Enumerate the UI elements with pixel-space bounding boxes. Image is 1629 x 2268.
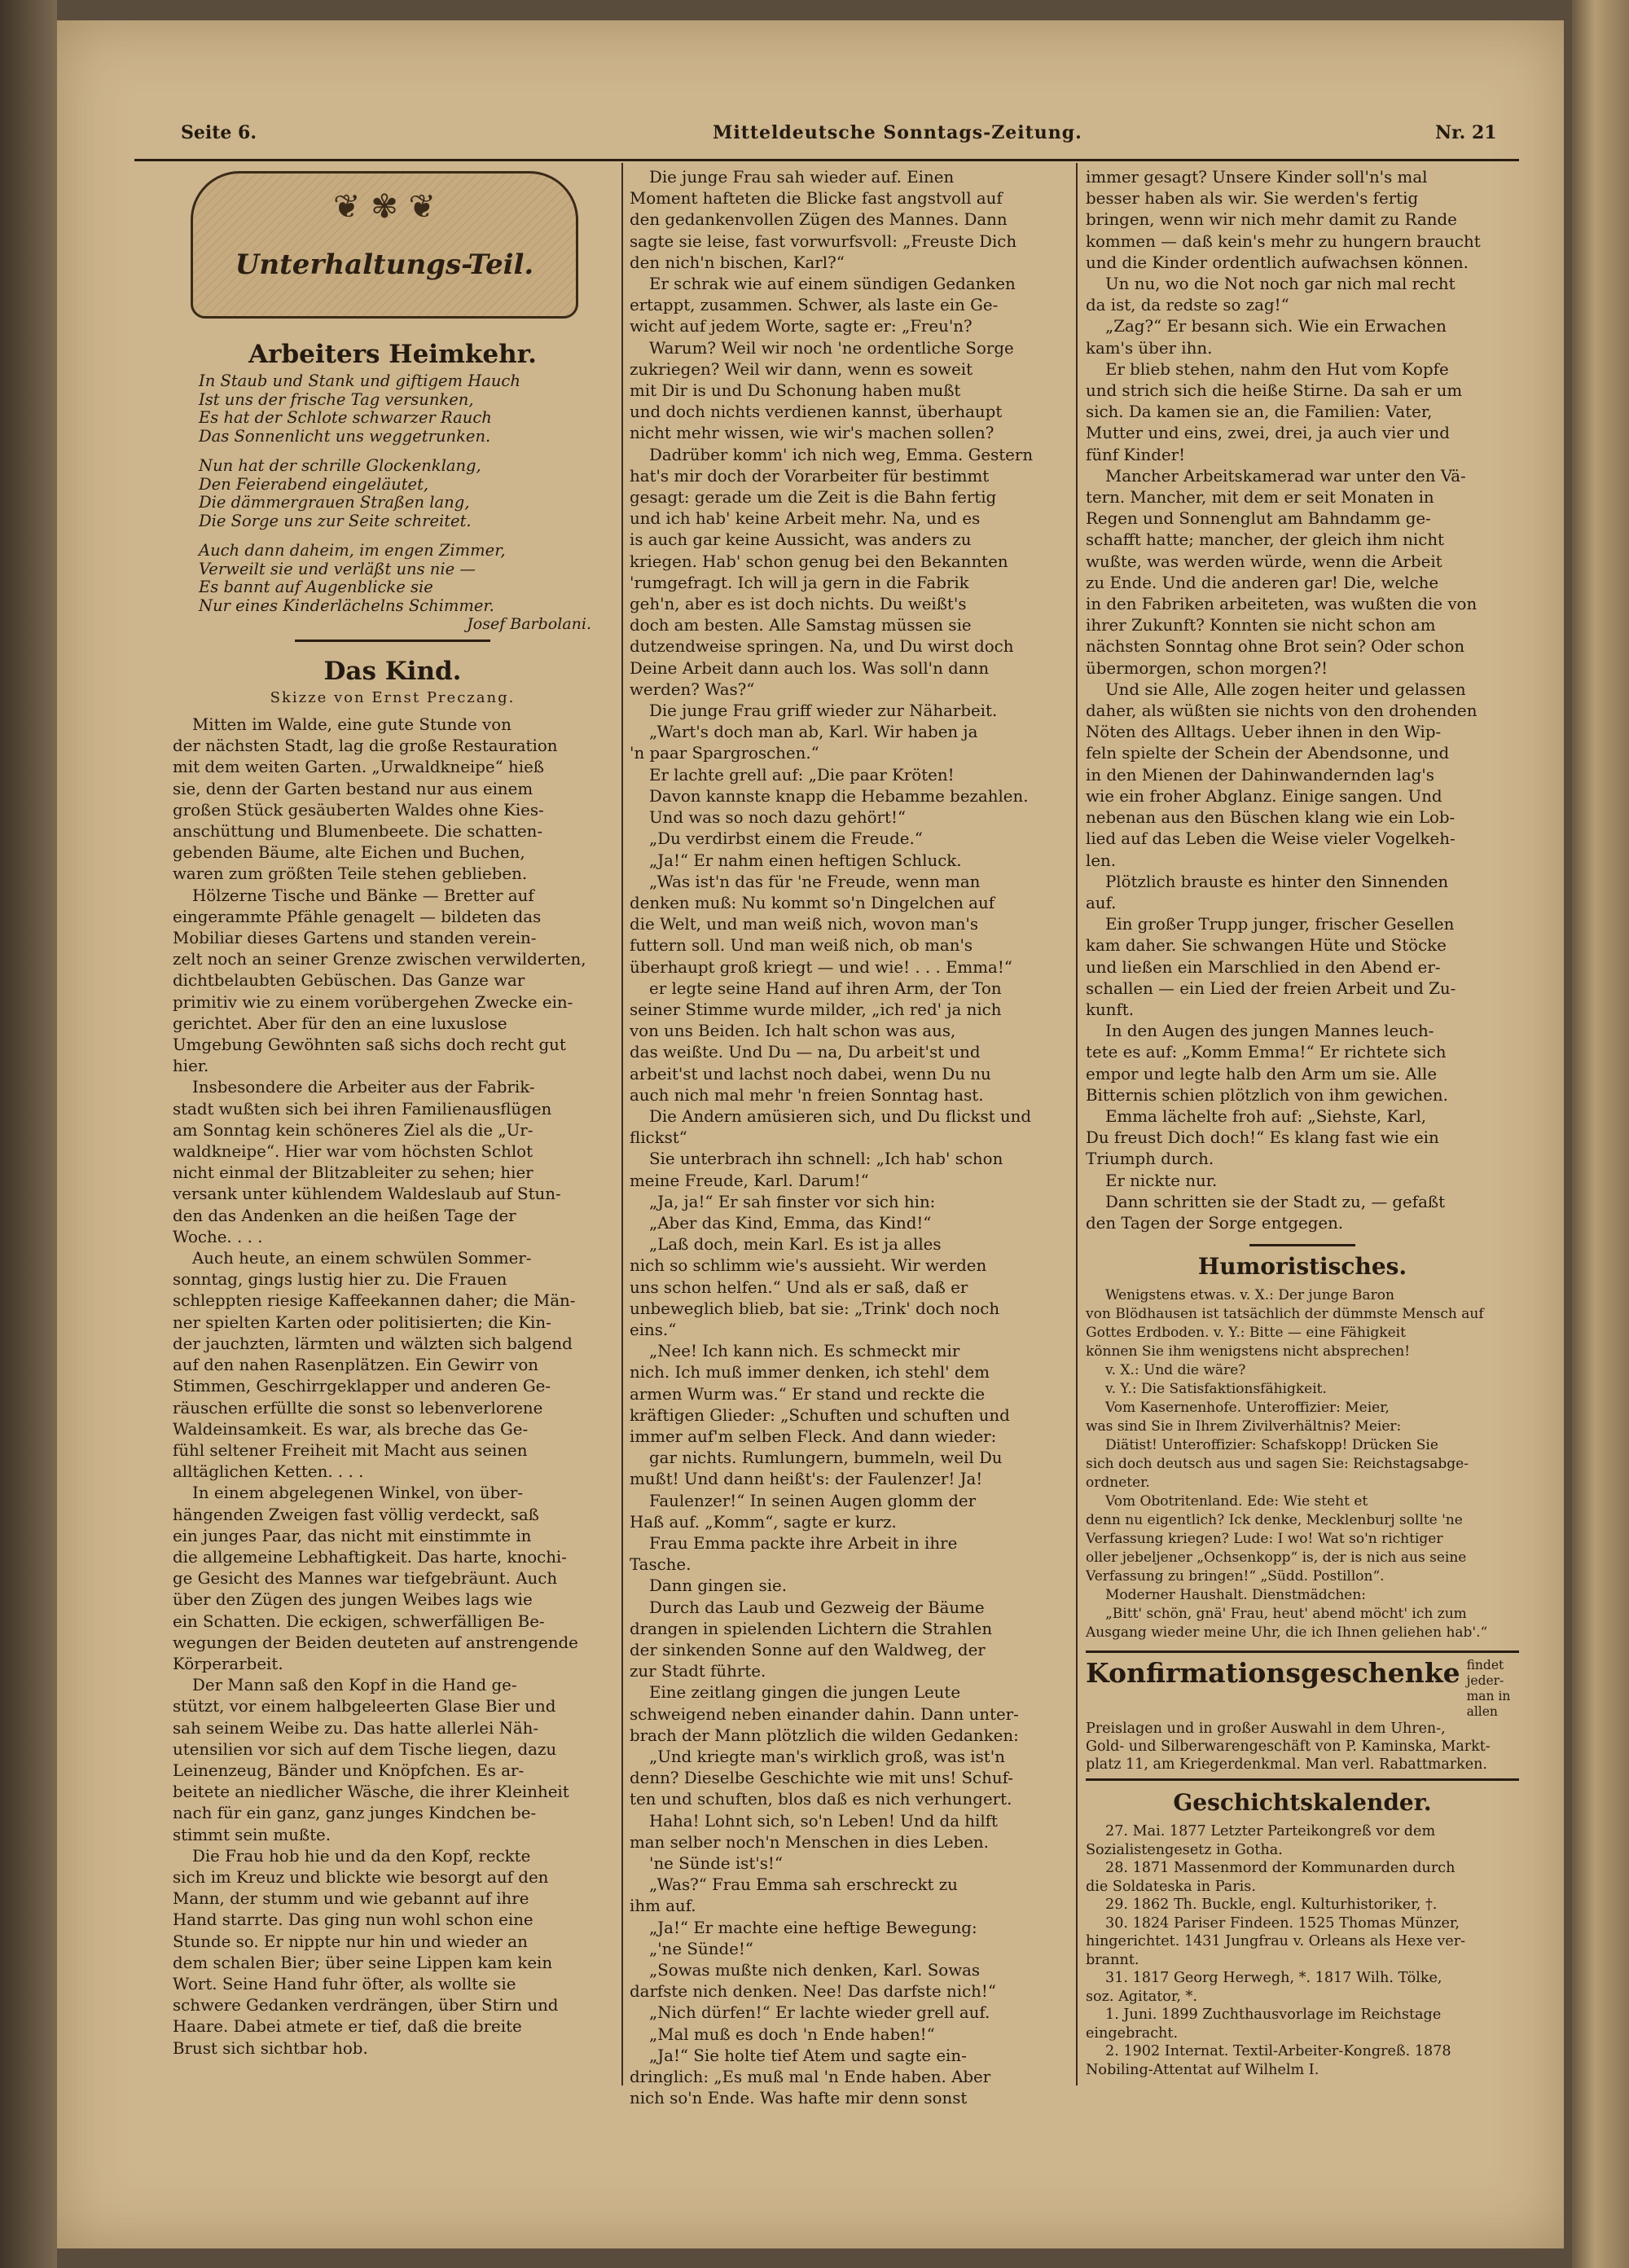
text-line: zu Ende. Und die anderen gar! Die, welche	[1086, 573, 1439, 592]
text-line: „Und kriegte man's wirklich groß, was ist'n	[649, 1747, 1005, 1767]
text-line: wie ein froher Abglanz. Einige sangen. Und	[1086, 786, 1442, 806]
calendar-line: Nobiling-Attentat auf Wilhelm I.	[1086, 2061, 1319, 2078]
text-line: mußt! Und dann heißt's: der Faulenzer! Ja!	[630, 1470, 983, 1489]
text-line: und ich hab' keine Arbeit mehr. Na, und es	[630, 509, 981, 529]
text-line: Waldeinsamkeit. Es war, als breche das Ge-	[173, 1419, 529, 1439]
text-line: Die Andern amüsieren sich, und Du flickst und	[649, 1106, 1032, 1126]
text-line: Haha! Lohnt sich, so'n Leben! Und da hilft	[649, 1811, 998, 1831]
text-line: die allgemeine Lebhaftigkeit. Das harte, knochi-	[173, 1547, 567, 1567]
humor-section	[1086, 1286, 1519, 1642]
text-line: großen Stück gesäuberten Waldes ohne Kies-	[173, 800, 544, 820]
text-line: „Was ist'n das für 'ne Freude, wenn man	[649, 872, 981, 891]
text-line: eins.“	[630, 1320, 677, 1339]
text-line: stadt wußten sich bei ihren Familienausflügen	[173, 1099, 552, 1119]
text-line: Durch das Laub und Gezweig der Bäume	[649, 1598, 985, 1617]
text-line: dutzendweise springen. Na, und Du wirst doch	[630, 637, 1014, 657]
text-line: denn? Dieselbe Geschichte wie mit uns! Schuf-	[630, 1769, 1013, 1788]
page-number: Seite 6.	[181, 122, 257, 143]
text-line: auf den nahen Rasenplätzen. Ein Gewirr von	[173, 1356, 539, 1375]
newspaper-name: Mitteldeutsche Sonntags-Zeitung.	[713, 122, 1082, 143]
text-line: „Ja!“ Er machte eine heftige Bewegung:	[649, 1918, 977, 1937]
humor-line: Wenigstens etwas. v. X.: Der junge Baron	[1105, 1287, 1394, 1304]
text-line: Emma lächelte froh auf: „Siehste, Karl,	[1105, 1106, 1427, 1126]
story-text-end	[1086, 167, 1519, 1234]
text-line: schweigend neben einander dahin. Dann unter-	[630, 1704, 1019, 1724]
calendar-line: eingebracht.	[1086, 2024, 1179, 2042]
text-line: zur Stadt führte.	[630, 1662, 766, 1681]
calendar-line: die Soldateska in Paris.	[1086, 1878, 1256, 1895]
text-line: Die Frau hob hie und da den Kopf, reckte	[192, 1846, 531, 1866]
text-line: nebenan aus den Büschen klang wie ein Lob-	[1086, 808, 1456, 828]
text-line: sich im Kreuz und blickte wie besorgt auf den	[173, 1867, 549, 1887]
text-line: Brust sich sichtbar hob.	[173, 2038, 368, 2058]
text-line: „Was?“ Frau Emma sah erschreckt zu	[649, 1875, 958, 1895]
text-line: len.	[1086, 850, 1117, 870]
column-3	[1086, 167, 1519, 2098]
humor-line: denn nu eigentlich? Ick denke, Mecklenburj sollte 'ne	[1086, 1512, 1463, 1529]
text-line: Deine Arbeit dann auch los. Was soll'n dann	[630, 658, 990, 678]
text-line: Mancher Arbeitskamerad war unter den Vä-	[1105, 466, 1466, 486]
text-line: dem schalen Bier; über seine Lippen kam kein	[173, 1953, 553, 1972]
text-line: Hölzerne Tische und Bänke — Bretter auf	[192, 886, 534, 905]
poem-title: Arbeiters Heimkehr.	[248, 340, 537, 369]
text-line: nach für ein ganz, ganz junges Kindchen be-	[173, 1804, 537, 1823]
column-1	[173, 167, 613, 2098]
text-line: Er lachte grell auf: „Die paar Kröten!	[649, 765, 955, 785]
text-line: primitiv wie zu einem vorübergehen Zwecke ein-	[173, 992, 573, 1012]
issue-number: Nr. 21	[1435, 122, 1497, 143]
text-line: sah seinem Weibe zu. Das hatte allerlei Näh-	[173, 1718, 539, 1738]
text-line: waldkneipe“. Hier war vom höchsten Schlot	[173, 1142, 533, 1162]
poem-line: Die dämmergrauen Straßen lang,	[199, 493, 470, 512]
text-line: der nächsten Stadt, lag die große Restauration	[173, 736, 558, 756]
text-line: Dann schritten sie der Stadt zu, — gefaßt	[1105, 1192, 1446, 1211]
text-line: gar nichts. Rumlungern, bummeln, weil Du	[649, 1448, 1003, 1468]
text-line: Die junge Frau griff wieder zur Näharbeit.	[649, 701, 998, 721]
text-line: „'ne Sünde!“	[649, 1939, 753, 1958]
ad-side-text	[1467, 1658, 1519, 1720]
text-line: Er nickte nur.	[1105, 1171, 1218, 1190]
text-line: gerichtet. Aber für den an eine luxuslose	[173, 1013, 507, 1033]
humor-line: v. X.: Und die wäre?	[1105, 1362, 1246, 1379]
text-line: nicht mehr wissen, wie wir's machen sollen?	[630, 424, 995, 443]
calendar-line: soz. Agitator, *.	[1086, 1988, 1197, 2005]
text-line: ihrer Zukunft? Konnten sie nicht schon am	[1086, 616, 1436, 635]
poem-line: Es hat der Schlote schwarzer Rauch	[199, 408, 492, 427]
text-line: auch nich mal mehr 'n freien Sonntag hast.	[630, 1085, 984, 1105]
text-line: „Wart's doch man ab, Karl. Wir haben ja	[649, 723, 978, 742]
text-line: werden? Was?“	[630, 679, 755, 699]
text-line: „Sowas mußte nich denken, Karl. Sowas	[649, 1961, 981, 1980]
text-line: Körperarbeit.	[173, 1654, 283, 1673]
text-line: „Aber das Kind, Emma, das Kind!“	[649, 1213, 932, 1233]
text-line: Wort. Seine Hand fuhr öfter, als wollte sie	[173, 1974, 516, 1993]
poem-line: Das Sonnenlicht uns weggetrunken.	[199, 426, 491, 446]
text-line: ner spielten Karten oder politisierten; die Kin-	[173, 1312, 551, 1332]
text-line: Umgebung Gewöhnten saß sichs doch recht gut	[173, 1035, 566, 1055]
text-line: sonntag, gings lustig hier zu. Die Frauen	[173, 1270, 507, 1290]
calendar-line: 2. 1902 Internat. Textil-Arbeiter-Kongreß. 1878	[1105, 2043, 1451, 2060]
text-line: alltäglichen Ketten. . . .	[173, 1462, 364, 1482]
humor-line: Verfassung kriegen? Lude: I wo! Wat so'n richtiger	[1086, 1531, 1443, 1548]
text-line: Mitten im Walde, eine gute Stunde von	[192, 715, 512, 734]
story-text-continued	[630, 167, 1068, 2109]
text-line: denken muß: Nu kommt so'n Dingelchen auf	[630, 893, 995, 912]
text-line: Der Mann saß den Kopf in die Hand ge-	[192, 1676, 517, 1695]
text-line: dichtbelaubten Gebüschen. Das Ganze war	[173, 971, 525, 991]
text-line: In den Augen des jungen Mannes leuch-	[1105, 1022, 1434, 1041]
text-line: räuschen erfüllte die sonst so lebenverlorene	[173, 1398, 543, 1418]
text-line: anschüttung und Blumenbeete. Die schatten-	[173, 822, 543, 842]
text-line: kunft.	[1086, 1000, 1135, 1019]
text-line: schafft hatte; mancher, der gleich ihm nicht	[1086, 530, 1445, 550]
text-line: schallen — ein Lied der freien Arbeit und Zu-	[1086, 978, 1456, 998]
text-line: die Welt, und man weiß nich, wovon man's	[630, 915, 979, 934]
text-line: gesagt: gerade um die Zeit is die Bahn fertig	[630, 488, 997, 508]
text-line: doch am besten. Alle Samstag müssen sie	[630, 616, 972, 635]
text-line: Er schrak wie auf einem sündigen Gedanken	[649, 275, 1016, 294]
column-rule-2	[1076, 163, 1078, 2086]
text-line: und ließen ein Marschlied in den Abend er-	[1086, 957, 1441, 977]
text-line: kräftigen Glieder: „Schuften und schuften und	[630, 1405, 1010, 1425]
text-line: Sie unterbrach ihn schnell: „Ich hab' schon	[649, 1149, 1003, 1169]
text-line: unbeweglich blieb, bat sie: „Trink' doch noch	[630, 1299, 1000, 1318]
text-line: sagte sie leise, fast vorwurfsvoll: „Freuste Dich	[630, 231, 1017, 251]
text-line: da ist, da redste so zag!“	[1086, 296, 1289, 315]
text-line: fünf Kinder!	[1086, 445, 1186, 464]
text-line: den nich'n bischen, Karl?“	[630, 253, 845, 272]
text-line: man selber noch'n Menschen in dies Leben.	[630, 1832, 989, 1852]
text-line: eingerammte Pfähle genagelt — bildeten das	[173, 907, 542, 926]
text-line: schleppten riesige Kaffeekannen daher; die Män-	[173, 1291, 576, 1311]
text-line: nich so schlimm wie's aussieht. Wir werden	[630, 1256, 987, 1276]
text-line: besser haben als wir. Sie werden's fertig	[1086, 189, 1419, 209]
ornament-icon: ❦ ✾ ❦	[333, 188, 436, 226]
calendar-line: 1. Juni. 1899 Zuchthausvorlage im Reichstage	[1105, 2006, 1442, 2024]
text-line: Und sie Alle, Alle zogen heiter und gelassen	[1105, 679, 1466, 699]
text-line: is auch gar keine Aussicht, was anders zu	[630, 530, 972, 550]
calendar-line: 27. Mai. 1877 Letzter Parteikongreß vor dem	[1105, 1823, 1436, 1840]
text-line: Haare. Dabei atmete er tief, daß die breite	[173, 2017, 522, 2037]
humor-line: Vom Kasernenhofe. Unteroffizier: Meier,	[1105, 1400, 1390, 1417]
text-line: sie, denn der Garten bestand nur aus einem	[173, 779, 533, 798]
text-line: in den Fabriken arbeiteten, was wußten die von	[1086, 595, 1478, 614]
poem	[173, 372, 613, 615]
poem-line: Die Sorge uns zur Seite schreitet.	[199, 511, 472, 530]
text-line: „Du verdirbst einem die Freude.“	[649, 829, 923, 849]
text-line: stützt, vor einem halbgeleerten Glase Bier und	[173, 1697, 556, 1716]
text-line: armen Wurm was.“ Er stand und reckte die	[630, 1384, 986, 1404]
text-line: von uns Beiden. Ich halt schon was aus,	[630, 1022, 956, 1041]
ad-line: platz 11, am Kriegerdenkmal. Man verl. Rabattmarken.	[1086, 1756, 1487, 1774]
text-line: daher, als wüßten sie nichts von den drohenden	[1086, 701, 1478, 721]
text-line: Mutter und eins, zwei, drei, ja auch vier und	[1086, 424, 1450, 443]
text-line: hat's mir doch der Vorarbeiter für bestimmt	[630, 466, 990, 486]
entertainment-banner	[191, 171, 578, 319]
poem-line: Verweilt sie und verläßt uns nie —	[199, 559, 476, 578]
humor-line: Vom Obotritenland. Ede: Wie steht et	[1105, 1493, 1368, 1510]
text-line: Warum? Weil wir noch 'ne ordentliche Sorge	[649, 338, 1014, 358]
text-line: „Mal muß es doch 'n Ende haben!“	[649, 2024, 935, 2044]
text-line: Moment hafteten die Blicke fast angstvoll auf	[630, 189, 1003, 209]
text-line: bringen, wenn wir nich mehr damit zu Rande	[1086, 210, 1457, 230]
text-line: mit dem weiten Garten. „Urwaldkneipe“ hieß	[173, 758, 545, 777]
text-line: wußte, was werden würde, wenn die Arbeit	[1086, 552, 1442, 571]
text-line: Faulenzer!“ In seinen Augen glomm der	[649, 1491, 977, 1510]
text-line: geh'n, aber es ist doch nichts. Du weißt's	[630, 595, 967, 614]
poem-line: Ist uns der frische Tag versunken,	[199, 389, 474, 409]
text-line: zelt noch an seiner Grenze zwischen verwilderten,	[173, 950, 586, 969]
text-line: er legte seine Hand auf ihren Arm, der Ton	[649, 978, 1002, 998]
story-title: Das Kind.	[323, 657, 462, 686]
calendar-line: 29. 1862 Th. Buckle, engl. Kulturhistoriker, †.	[1105, 1897, 1438, 1914]
divider	[295, 640, 490, 642]
humor-line: können Sie ihm wenigstens nicht absprechen!	[1086, 1343, 1411, 1360]
text-line: „Zag?“ Er besann sich. Wie ein Erwachen	[1105, 317, 1447, 336]
text-line: das weißte. Und Du — na, Du arbeit'st und	[630, 1043, 981, 1062]
humor-line: oller jebeljener „Ochsenkopp“ is, der is nich aus seine	[1086, 1549, 1467, 1567]
text-line: „Ja!“ Er nahm einen heftigen Schluck.	[649, 850, 962, 870]
humor-line: Verfassung zu bringen!“ „Südd. Postillon“.	[1086, 1568, 1385, 1585]
text-line: Auch heute, an einem schwülen Sommer-	[192, 1249, 532, 1268]
text-line: meine Freude, Karl. Darum!“	[630, 1171, 869, 1190]
text-line: kriegen. Hab' schon genug bei den Bekannten	[630, 552, 1008, 571]
text-line: über den Zügen des jungen Weibes lags wie	[173, 1590, 533, 1610]
text-line: wicht auf jedem Worte, sagte er: „Freu'n?	[630, 317, 973, 336]
text-line: Leinenzeug, Bänder und Knöpfchen. Es ar-	[173, 1760, 525, 1780]
text-line: Regen und Sonnenglut am Bahndamm ge-	[1086, 509, 1431, 529]
story-text	[173, 714, 613, 2059]
text-line: Und was so noch dazu gehört!“	[649, 808, 907, 828]
humor-line: was sind Sie in Ihrem Zivilverhältnis? Meier:	[1086, 1418, 1402, 1435]
text-line: 'rumgefragt. Ich will ja gern in die Fabrik	[630, 573, 969, 592]
text-line: Woche. . . .	[173, 1227, 263, 1246]
text-line: tern. Mancher, mit dem er seit Monaten in	[1086, 488, 1434, 508]
column-rule-1	[621, 163, 623, 2086]
text-line: sich. Da kamen sie an, die Familien: Vater,	[1086, 402, 1433, 422]
text-line: schwere Gedanken verdrängen, über Stirn und	[173, 1996, 559, 2015]
text-line: „Laß doch, mein Karl. Es ist ja alles	[649, 1235, 942, 1255]
text-line: hier.	[173, 1057, 209, 1076]
banner-title: Unterhaltungs-Teil.	[235, 248, 534, 281]
text-line: ihm auf.	[630, 1897, 696, 1916]
poem-line: In Staub und Stank und giftigem Hauch	[199, 371, 520, 390]
text-line: nächsten Sonntag ohne Brot sein? Oder schon	[1086, 637, 1465, 657]
calendar-line: 31. 1817 Georg Herwegh, *. 1817 Wilh. Tölke,	[1105, 1970, 1442, 1987]
calendar-line: 30. 1824 Pariser Findeen. 1525 Thomas Münzer,	[1105, 1914, 1460, 1932]
text-line: uns schon helfen.“ Und als er saß, daß er	[630, 1277, 968, 1297]
humor-line: sich doch deutsch aus und sagen Sie: Reichstagsabge-	[1086, 1456, 1469, 1473]
text-line: Ein großer Trupp junger, frischer Gesellen	[1105, 915, 1455, 934]
text-line: immer auf'm selben Fleck. And dann wieder:	[630, 1426, 997, 1446]
text-line: Triumph durch.	[1086, 1149, 1214, 1169]
text-line: den gedankenvollen Zügen des Mannes. Dann	[630, 210, 1008, 230]
text-line: mit Dir is und Du Schonung haben mußt	[630, 381, 961, 401]
text-line: Mann, der stumm und wie gebannt auf ihre	[173, 1889, 529, 1909]
text-line: am Sonntag kein schöneres Ziel als die „Ur-	[173, 1120, 533, 1140]
ad-line: Preislagen und in großer Auswahl in dem Uhren-,	[1086, 1721, 1446, 1738]
text-line: Die junge Frau sah wieder auf. Einen	[649, 168, 955, 187]
text-line: futtern soll. Und man weiß nich, ob man's	[630, 936, 973, 956]
text-line: auf.	[1086, 893, 1117, 912]
text-line: Davon kannste knapp die Hebamme bezahlen.	[649, 786, 1029, 806]
text-line: 'n paar Spargroschen.“	[630, 744, 819, 763]
poem-line: Es bannt auf Augenblicke sie	[199, 578, 433, 596]
text-line: Stimmen, Geschirrgeklapper und anderen Ge-	[173, 1377, 551, 1396]
text-line: nicht einmal der Blitzableiter zu sehen; hier	[173, 1163, 533, 1183]
calendar-line: brannt.	[1086, 1951, 1139, 1968]
poem-author: Josef Barbolani.	[467, 615, 591, 633]
text-line: utensilien vor sich auf dem Tische liegen, dazu	[173, 1739, 557, 1759]
text-line: lied auf das Leben die Weise vieler Vogelkeh-	[1086, 829, 1456, 849]
poem-line: Nur eines Kinderlächelns Schimmer.	[199, 596, 494, 615]
calendar-line: Sozialistengesetz in Gotha.	[1086, 1841, 1283, 1858]
advertisement	[1086, 1650, 1519, 1781]
ad-title: Konfirmationsgeschenke	[1086, 1657, 1460, 1690]
text-line: Er blieb stehen, nahm den Hut vom Kopfe	[1105, 359, 1449, 379]
divider	[1249, 1244, 1355, 1246]
text-line: nich. Ich muß immer denken, ich stehl' dem	[630, 1363, 990, 1382]
text-line: fühl seltener Freiheit mit Macht aus seinen	[173, 1440, 528, 1460]
text-line: „Nee! Ich kann nich. Es schmeckt mir	[649, 1342, 960, 1361]
text-line: In einem abgelegenen Winkel, von über-	[192, 1483, 524, 1503]
text-line: drangen in spielenden Lichtern die Strahlen	[630, 1619, 993, 1638]
humor-line: Ausgang wieder meine Uhr, die ich Ihnen geliehen hab'.“	[1086, 1624, 1488, 1642]
text-line: immer gesagt? Unsere Kinder soll'n's mal	[1086, 168, 1428, 187]
text-line: überhaupt groß kriegt — und wie! . . . Emma!“	[630, 957, 1012, 977]
text-line: Nöten des Alltags. Ueber ihnen in den Wip-	[1086, 723, 1442, 742]
text-line: Bitternis schien plötzlich von ihm gewichen.	[1086, 1085, 1448, 1105]
text-line: flickst“	[630, 1128, 687, 1148]
text-line: kam daher. Sie schwangen Hüte und Stöcke	[1086, 936, 1447, 956]
text-line: nich so'n Ende. Was hafte mir denn sonst	[630, 2089, 968, 2108]
text-line: waren zum größten Teile stehen geblieben.	[173, 864, 528, 884]
text-line: Insbesondere die Arbeiter aus der Fabrik-	[192, 1078, 535, 1097]
ad-side-line: findet jeder-	[1466, 1658, 1504, 1689]
text-line: Mobiliar dieses Gartens und standen verein-	[173, 929, 537, 948]
text-line: ertappt, zusammen. Schwer, als laste ein Ge-	[630, 296, 999, 315]
text-line: zukriegen? Weil wir dann, wenn es soweit	[630, 359, 973, 379]
header-rule	[134, 159, 1519, 161]
text-line: darfste nich denken. Nee! Das darfste nich!“	[630, 1982, 996, 2002]
text-line: der jauchzten, lärmten und wälzten sich balgend	[173, 1334, 573, 1353]
text-line: feln spielte der Schein der Abendsonne, und	[1086, 744, 1450, 763]
stanza-gap	[173, 446, 613, 457]
humor-line: von Blödhausen ist tatsächlich der dümmste Mensch auf	[1086, 1306, 1484, 1323]
text-line: Haß auf. „Komm“, sagte er kurz.	[630, 1512, 897, 1532]
text-line: tete es auf: „Komm Emma!“ Er richtete sich	[1086, 1043, 1447, 1062]
text-line: 'ne Sünde ist's!“	[649, 1854, 783, 1874]
book-spine-right	[1572, 0, 1629, 2268]
humor-line: „Bitt' schön, gnä' Frau, heut' abend möcht' ich zum	[1105, 1606, 1467, 1623]
text-line: Tasche.	[630, 1555, 692, 1575]
text-line: und strich sich die heiße Stirne. Da sah er um	[1086, 381, 1463, 401]
text-line: übermorgen, schon morgen?!	[1086, 658, 1328, 678]
text-line: empor und legte halb den Arm um sie. Alle	[1086, 1064, 1438, 1083]
text-line: in den Mienen der Dahinwandernden lag's	[1086, 765, 1434, 785]
text-line: Un nu, wo die Not noch gar nich mal recht	[1105, 275, 1456, 294]
humor-line: v. Y.: Die Satisfaktionsfähigkeit.	[1105, 1381, 1327, 1398]
text-line: ge Gesicht des Mannes war tiefgebräunt. Auch	[173, 1569, 558, 1589]
text-line: den Tagen der Sorge entgegen.	[1086, 1213, 1344, 1233]
text-line: Stunde so. Er nippte nur hin und wieder an	[173, 1932, 528, 1951]
humor-line: ordneter.	[1086, 1475, 1150, 1492]
text-line: Plötzlich brauste es hinter den Sinnenden	[1105, 872, 1449, 891]
text-line: versank unter kühlendem Waldeslaub auf Stun-	[173, 1185, 561, 1204]
text-line: ein junges Paar, das nicht mit einstimmte in	[173, 1526, 532, 1545]
text-line: arbeit'st und lachst noch dabei, wenn Du nu	[630, 1064, 991, 1083]
text-line: seiner Stimme wurde milder, „ich red' ja nich	[630, 1000, 1002, 1019]
text-line: den das Andenken an die heißen Tage der	[173, 1206, 516, 1225]
text-line: dringlich: „Es muß mal 'n Ende haben. Aber	[630, 2068, 991, 2087]
ad-side-line: man in allen	[1466, 1689, 1511, 1720]
calendar-line: hingerichtet. 1431 Jungfrau v. Orleans als Hexe ver-	[1086, 1933, 1466, 1950]
text-line: der sinkenden Sonne auf den Waldweg, der	[630, 1641, 986, 1660]
text-line: „Ja, ja!“ Er sah finster vor sich hin:	[649, 1192, 936, 1211]
history-calendar	[1086, 1822, 1519, 2079]
text-line: „Nich dürfen!“ Er lachte wieder grell auf.	[649, 2003, 990, 2023]
stanza-gap	[173, 530, 613, 542]
text-line: Du freust Dich doch!“ Es klang fast wie ein	[1086, 1128, 1439, 1148]
poem-line: Nun hat der schrille Glockenklang,	[199, 456, 481, 475]
text-line: brach der Mann plötzlich die wilden Gedanken:	[630, 1725, 1019, 1745]
poem-line: Den Feierabend eingeläutet,	[199, 474, 429, 494]
book-gutter-left	[0, 0, 57, 2268]
text-line: ein Schatten. Die eckigen, schwerfälligen Be-	[173, 1611, 545, 1631]
history-calendar-title: Geschichtskalender.	[1173, 1789, 1432, 1817]
ad-line: Gold- und Silberwarengeschäft von P. Kaminska, Markt-	[1086, 1738, 1491, 1756]
humor-line: Gottes Erdboden. v. Y.: Bitte — eine Fähigkeit	[1086, 1325, 1406, 1342]
text-line: und doch nichts verdienen kannst, überhaupt	[630, 402, 1003, 422]
calendar-line: 28. 1871 Massenmord der Kommunarden durch	[1105, 1860, 1456, 1877]
text-line: kommen — daß kein's mehr zu hungern braucht	[1086, 231, 1481, 251]
text-line: beitete an niedlicher Wäsche, die ihrer Kleinheit	[173, 1782, 569, 1802]
humor-title: Humoristisches.	[1197, 1253, 1407, 1281]
column-2	[630, 167, 1068, 2108]
poem-line: Auch dann daheim, im engen Zimmer,	[199, 541, 506, 560]
text-line: Frau Emma packte ihre Arbeit in ihre	[649, 1534, 958, 1553]
humor-line: Diätist! Unteroffizier: Schafskopp! Drücken Sie	[1105, 1437, 1438, 1454]
text-line: „Ja!“ Sie holte tief Atem und sagte ein-	[649, 2046, 967, 2065]
humor-line: Moderner Haushalt. Dienstmädchen:	[1105, 1587, 1367, 1604]
text-line: hängenden Zweigen fast völlig verdeckt, saß	[173, 1505, 539, 1524]
text-line: wegungen der Beiden deuteten auf anstrengende	[173, 1633, 578, 1652]
story-subtitle: Skizze von Ernst Preczang.	[270, 689, 516, 706]
text-line: gebenden Bäume, alte Eichen und Buchen,	[173, 843, 525, 863]
text-line: ten und schuften, blos daß es nich verhungert.	[630, 1790, 1012, 1809]
text-line: Eine zeitlang gingen die jungen Leute	[649, 1683, 961, 1703]
text-line: und die Kinder ordentlich aufwachsen können.	[1086, 253, 1469, 272]
text-line: Hand starrte. Das ging nun wohl schon eine	[173, 1910, 533, 1930]
text-line: Dann gingen sie.	[649, 1576, 788, 1596]
text-line: stimmt sein mußte.	[173, 1825, 332, 1844]
text-line: kam's über ihn.	[1086, 338, 1213, 358]
text-line: Dadrüber komm' ich nich weg, Emma. Gestern	[649, 445, 1034, 464]
